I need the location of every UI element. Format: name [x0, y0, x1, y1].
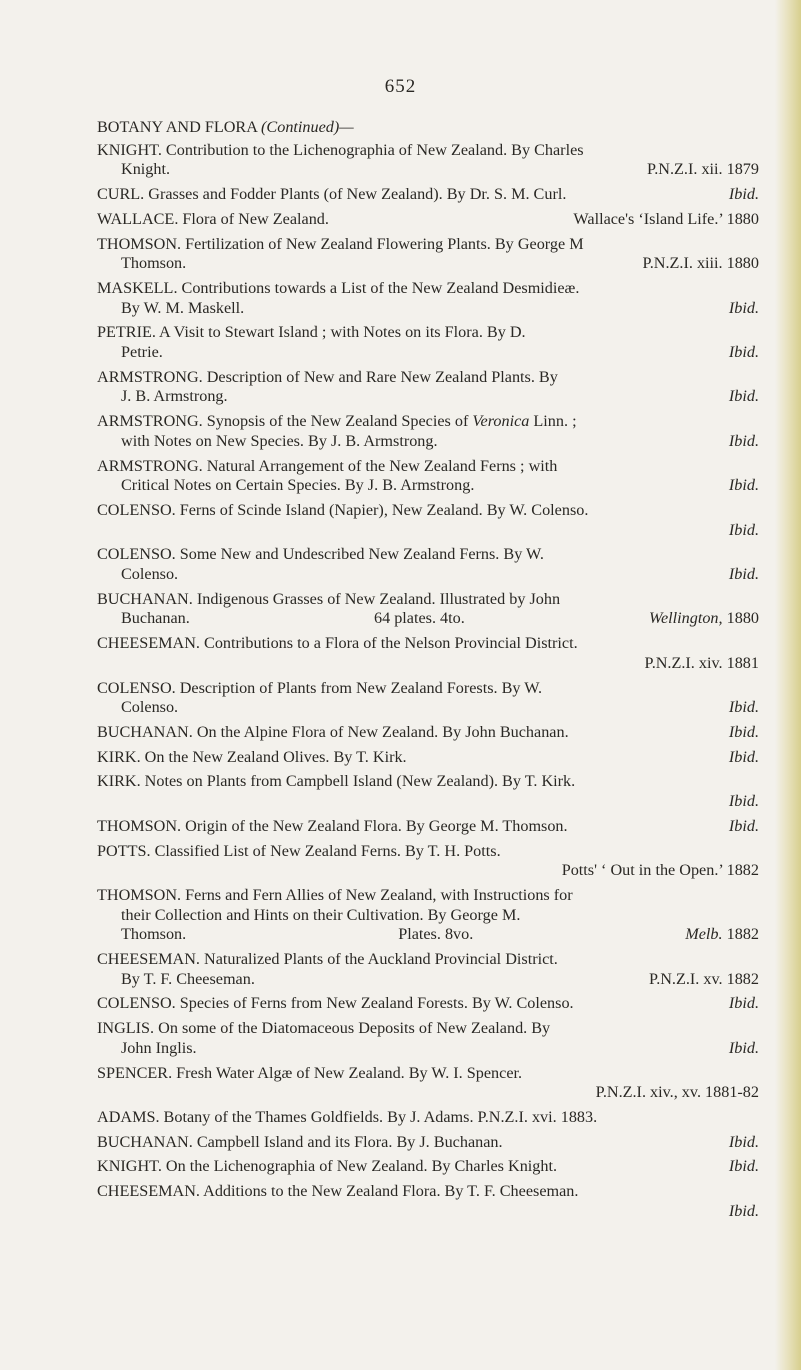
- bibliography-entry: [97, 772, 759, 811]
- entry-source: Ibid.: [728, 1157, 759, 1176]
- line-spacer: [186, 254, 642, 274]
- bibliography-entry: [97, 141, 759, 180]
- bibliography-entry: [97, 1182, 759, 1221]
- entry-source: [649, 609, 759, 629]
- entry-first-line: [97, 772, 759, 792]
- entry-text: PETRIE. A Visit to Stewart Island ; with Notes on its Flora. By D.: [97, 323, 526, 342]
- bibliography-entry: [97, 545, 759, 584]
- entry-text: BUCHANAN. Campbell Island and its Flora. By J. Buchanan.: [97, 1132, 503, 1151]
- entry-first-line: [97, 545, 759, 565]
- entry-text: CHEESEMAN. Additions to the New Zealand Flora. By T. F. Cheeseman.: [97, 1182, 579, 1201]
- entry-source-year: 1882: [722, 925, 759, 944]
- entry-source: Ibid.: [728, 1201, 759, 1220]
- line-spacer: [121, 861, 562, 881]
- entry-source: P.N.Z.I. xiii. 1880: [642, 254, 759, 273]
- line-spacer: [121, 792, 729, 812]
- line-spacer: [228, 387, 729, 407]
- entry-continuation-line: [97, 906, 759, 926]
- bibliography-entry: [97, 994, 759, 1014]
- entry-first-line: [97, 886, 759, 906]
- entry-source: Ibid.: [728, 565, 759, 584]
- entry-format: Plates. 8vo.: [398, 925, 474, 944]
- entry-text: Critical Notes on Certain Species. By J. B. Armstrong.: [121, 476, 475, 495]
- entry-text: THOMSON. Origin of the New Zealand Flora. By George M. Thomson.: [97, 816, 568, 835]
- bibliography-entry: [97, 1157, 759, 1177]
- entry-text: COLENSO. Ferns of Scinde Island (Napier), New Zealand. By W. Colenso.: [97, 500, 589, 519]
- entry-text: Buchanan.: [121, 609, 190, 628]
- entry-source: Ibid.: [728, 747, 759, 766]
- entry-text: KIRK. Notes on Plants from Campbell Island (New Zealand). By T. Kirk.: [97, 772, 576, 791]
- entries-container: [97, 141, 759, 1222]
- entry-text: COLENSO. Species of Ferns from New Zealand Forests. By W. Colenso.: [97, 994, 574, 1013]
- entry-source-place: Wellington,: [648, 609, 723, 628]
- entry-continuation-line: [97, 792, 759, 812]
- line-spacer: [474, 476, 728, 496]
- bibliography-entry: [97, 1019, 759, 1058]
- line-spacer: [407, 748, 729, 768]
- line-spacer: [178, 565, 729, 585]
- entry-source: Ibid.: [728, 698, 759, 717]
- entry-first-line: [97, 368, 759, 388]
- entry-continuation-line: [97, 565, 759, 585]
- entry-text: Thomson.: [121, 925, 187, 944]
- bibliography-entry: [97, 634, 759, 673]
- entry-text: Colenso.: [121, 565, 179, 584]
- entry-continuation-line: [97, 343, 759, 363]
- bibliography-entry: [97, 748, 759, 768]
- line-spacer: [121, 521, 729, 541]
- entry-text: Knight.: [121, 160, 171, 179]
- entry-continuation-line: [97, 1202, 759, 1222]
- entry-source: Ibid.: [728, 994, 759, 1013]
- entry-continuation-line: [97, 925, 759, 945]
- entry-source: Ibid.: [728, 520, 759, 539]
- entry-continuation-line: [97, 387, 759, 407]
- entry-text: John Inglis.: [121, 1038, 197, 1057]
- entry-source: P.N.Z.I. xiv., xv. 1881-82: [595, 1083, 759, 1102]
- line-spacer: [197, 1039, 729, 1059]
- line-spacer: [568, 817, 729, 837]
- entry-first-line: [97, 817, 759, 837]
- entry-text: BUCHANAN. On the Alpine Flora of New Zealand. By John Buchanan.: [97, 722, 569, 741]
- bibliography-entry: [97, 679, 759, 718]
- entry-continuation-line: [97, 861, 759, 881]
- bibliography-entry: [97, 590, 759, 629]
- entry-text: J. B. Armstrong.: [121, 387, 228, 406]
- entry-source: Potts' ‘ Out in the Open.’ 1882: [561, 861, 759, 880]
- entry-first-line: [97, 1064, 759, 1084]
- entry-first-line: [97, 590, 759, 610]
- section-continued-label: (Continued)—: [261, 118, 354, 136]
- entry-source: Ibid.: [728, 816, 759, 835]
- entry-first-line: [97, 185, 759, 205]
- line-spacer: [465, 609, 649, 629]
- entry-text: [97, 412, 577, 432]
- line-spacer: [186, 925, 398, 945]
- entry-text: KIRK. On the New Zealand Olives. By T. Kirk.: [97, 747, 407, 766]
- entry-continuation-line: [97, 521, 759, 541]
- entry-text: Petrie.: [121, 343, 163, 362]
- entry-first-line: [97, 1157, 759, 1177]
- line-spacer: [178, 698, 729, 718]
- entry-continuation-line: [97, 432, 759, 452]
- entry-source: Ibid.: [728, 1038, 759, 1057]
- entry-continuation-line: [97, 476, 759, 496]
- entry-text: SPENCER. Fresh Water Algæ of New Zealand. By W. I. Spencer.: [97, 1063, 523, 1082]
- bibliography-entry: [97, 185, 759, 205]
- entry-text: MASKELL. Contributions towards a List of the New Zealand Desmidieæ.: [97, 278, 580, 297]
- section-heading: [97, 118, 759, 138]
- entry-source: Ibid.: [728, 387, 759, 406]
- line-spacer: [566, 185, 728, 205]
- entry-text: ARMSTRONG. Natural Arrangement of the New Zealand Ferns ; with: [97, 456, 558, 475]
- line-spacer: [557, 1157, 729, 1177]
- entry-text: CHEESEMAN. Contributions to a Flora of the Nelson Provincial District.: [97, 634, 578, 653]
- entry-source: Ibid.: [728, 185, 759, 204]
- entry-text: CHEESEMAN. Naturalized Plants of the Auckland Provincial District.: [97, 950, 558, 969]
- entry-text: Thomson.: [121, 254, 187, 273]
- line-spacer: [255, 970, 649, 990]
- entry-text: KNIGHT. On the Lichenographia of New Zealand. By Charles Knight.: [97, 1157, 558, 1176]
- entry-first-line: [97, 210, 759, 230]
- entry-source: P.N.Z.I. xii. 1879: [647, 160, 759, 179]
- line-spacer: [503, 1133, 729, 1153]
- entry-source: Wallace's ‘Island Life.’ 1880: [573, 209, 759, 228]
- entry-text: ADAMS. Botany of the Thames Goldfields. By J. Adams. P.N.Z.I. xvi. 1883.: [97, 1107, 598, 1126]
- line-spacer: [170, 160, 647, 180]
- entry-first-line: [97, 457, 759, 477]
- bibliography-entry: [97, 279, 759, 318]
- entry-text: COLENSO. Some New and Undescribed New Zealand Ferns. By W.: [97, 545, 544, 564]
- entry-text: THOMSON. Ferns and Fern Allies of New Zealand, with Instructions for: [97, 885, 573, 904]
- line-spacer: [163, 343, 729, 363]
- line-spacer: [569, 723, 729, 743]
- entry-continuation-line: [97, 698, 759, 718]
- entry-text: By T. F. Cheeseman.: [121, 969, 255, 988]
- bibliography-entry: [97, 817, 759, 837]
- entry-source: P.N.Z.I. xiv. 1881: [644, 653, 759, 672]
- entry-source: Ibid.: [728, 298, 759, 317]
- entry-first-line: [97, 501, 759, 521]
- entry-continuation-line: [97, 654, 759, 674]
- entry-source: Ibid.: [728, 722, 759, 741]
- entry-first-line: [97, 994, 759, 1014]
- entry-first-line: [97, 323, 759, 343]
- entry-source-place: Melb.: [685, 925, 723, 944]
- entry-source: Ibid.: [728, 431, 759, 450]
- entry-source: P.N.Z.I. xv. 1882: [648, 969, 759, 988]
- entry-first-line: [97, 1133, 759, 1153]
- bibliography-entry: [97, 323, 759, 362]
- entry-continuation-line: [97, 970, 759, 990]
- entry-text: Colenso.: [121, 698, 179, 717]
- line-spacer: [121, 654, 644, 674]
- entry-first-line: [97, 1108, 759, 1128]
- entry-first-line: [97, 950, 759, 970]
- entry-source-year: 1880: [722, 609, 759, 628]
- entry-first-line: [97, 1182, 759, 1202]
- entry-text-part: Linn. ;: [529, 412, 577, 431]
- bibliography-entry: [97, 412, 759, 451]
- bibliography-entry: [97, 886, 759, 945]
- entry-continuation-line: [97, 609, 759, 629]
- line-spacer: [473, 925, 685, 945]
- entry-first-line: [97, 141, 759, 161]
- bibliography-list: [97, 118, 759, 1226]
- entry-text: their Collection and Hints on their Cultivation. By George M.: [121, 905, 521, 924]
- entry-text-part: ARMSTRONG. Synopsis of the New Zealand Species of: [97, 412, 473, 431]
- line-spacer: [121, 1083, 596, 1103]
- entry-continuation-line: [97, 1039, 759, 1059]
- entry-first-line: [97, 723, 759, 743]
- entry-source: [685, 925, 759, 945]
- entry-first-line: [97, 235, 759, 255]
- bibliography-entry: [97, 723, 759, 743]
- entry-first-line: [97, 842, 759, 862]
- line-spacer: [329, 210, 573, 230]
- entry-first-line: [97, 412, 759, 432]
- entry-continuation-line: [97, 299, 759, 319]
- bibliography-entry: [97, 457, 759, 496]
- entry-text: BUCHANAN. Indigenous Grasses of New Zealand. Illustrated by John: [97, 589, 561, 608]
- entry-text: By W. M. Maskell.: [121, 298, 245, 317]
- entry-first-line: [97, 279, 759, 299]
- entry-text: THOMSON. Fertilization of New Zealand Flowering Plants. By George M: [97, 234, 584, 253]
- entry-first-line: [97, 1019, 759, 1039]
- line-spacer: [574, 994, 729, 1014]
- entry-text-italic: Veronica: [472, 412, 530, 431]
- entry-text: WALLACE. Flora of New Zealand.: [97, 209, 329, 228]
- line-spacer: [438, 432, 729, 452]
- entry-text: CURL. Grasses and Fodder Plants (of New Zealand). By Dr. S. M. Curl.: [97, 185, 567, 204]
- bibliography-entry: [97, 235, 759, 274]
- line-spacer: [244, 299, 729, 319]
- bibliography-entry: [97, 950, 759, 989]
- entry-first-line: [97, 748, 759, 768]
- entry-text: KNIGHT. Contribution to the Lichenographia of New Zealand. By Charles: [97, 140, 584, 159]
- entry-continuation-line: [97, 254, 759, 274]
- bibliography-entry: [97, 842, 759, 881]
- line-spacer: [121, 1202, 729, 1222]
- line-spacer: [190, 609, 374, 629]
- page-edge-shadow: [775, 0, 801, 1370]
- bibliography-entry: [97, 1133, 759, 1153]
- entry-source: Ibid.: [728, 343, 759, 362]
- section-title: BOTANY AND FLORA: [97, 118, 257, 136]
- entry-continuation-line: [97, 1083, 759, 1103]
- bibliography-entry: [97, 1108, 759, 1128]
- entry-text: INGLIS. On some of the Diatomaceous Deposits of New Zealand. By: [97, 1019, 551, 1038]
- page-number: 652: [384, 76, 417, 97]
- entry-source: Ibid.: [728, 792, 759, 811]
- bibliography-entry: [97, 501, 759, 540]
- entry-source: Ibid.: [728, 1132, 759, 1151]
- entry-format: 64 plates. 4to.: [373, 609, 465, 628]
- entry-text: with Notes on New Species. By J. B. Armstrong.: [121, 431, 438, 450]
- entry-text: POTTS. Classified List of New Zealand Ferns. By T. H. Potts.: [97, 841, 501, 860]
- bibliography-entry: [97, 1064, 759, 1103]
- bibliography-entry: [97, 210, 759, 230]
- bibliography-entry: [97, 368, 759, 407]
- entry-source: Ibid.: [728, 476, 759, 495]
- entry-continuation-line: [97, 160, 759, 180]
- entry-first-line: [97, 634, 759, 654]
- entry-text: COLENSO. Description of Plants from New Zealand Forests. By W.: [97, 678, 543, 697]
- entry-text: ARMSTRONG. Description of New and Rare New Zealand Plants. By: [97, 367, 558, 386]
- entry-first-line: [97, 679, 759, 699]
